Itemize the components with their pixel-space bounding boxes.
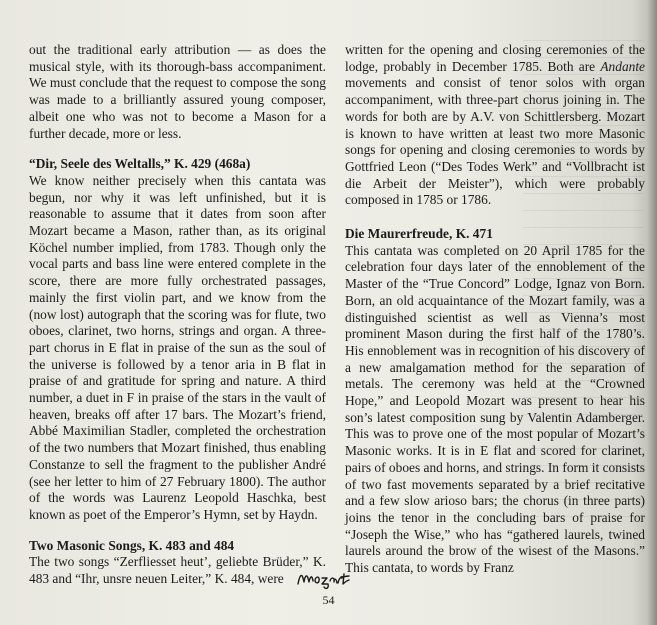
mozart-signature-logo [296,566,366,590]
body-k471: This cantata was completed on 20 April 1785 for the celebration four days later of the ennoblement of the Master of the “True Concord” Lodge, Ignaz von Born. Born, an old acquaintance of the Mozart family, was a distinguished scientist as well as Vienna’s most prominent Mason during the first half of the 1780’s. His ennoblement was in recognition of his discovery of a new amalgamation method for the separation of metals. The ceremony was held at the “Crowned Hope,” and Leopold Mozart was present to hear his son’s latest composition sung by Valentin Adamberger. This was to prove one of the most popular of Mozart’s Masonic works. It is in E flat and scored for clarinet, pairs of oboes and horns, and strings. In form it consists of two fast movements separated by a brief recitative and a few slow arioso bars; the chorus (in three parts) joins the tenor in the concluding bars of praise for “Joseph the Wise,” who has “gathered laurels, twined laurels around the brow of the wisest of the Masons.” This cantata, to words by Franz [345,242,645,576]
continuation-paragraph [345,42,645,209]
body-k483-484: The two songs “Zerfliesset heut’, geliebte Brüder,” K. 483 and “Ihr, unsre neuen Leiter,” K. 484, were [29,554,326,587]
body-k429: We know neither precisely when this cantata was begun, nor why it was left unfinished, but it is reasonable to assume that it dates from soon after Mozart became a Mason, rather than, as its original Köchel number implied, from 1783. Though only the vocal parts and bass line were entered complete in the score, there are more fully orchestrated passages, mainly the first violin part, and we know from the (now lost) autograph that the scoring was for flute, two oboes, clarinet, two horns, strings and organ. A three-part chorus in E flat in praise of the sun as the soul of the universe is followed by a tenor aria in B flat in praise of and gratitude for spring and nature. A third number, a duet in F in praise of the stars in the vault of heaven, breaks off after 17 bars. The Mozart’s friend, Abbé Maximilian Stadler, completed the orchestration of the two numbers that Mozart finished, thus enabling Constanze to sell the fragment to the publisher André (see her letter to him of 27 February 1800). The author of the words was Laurenz Leopold Haschka, best known as poet of the Emperor’s Hymn, set by Haydn. [29,172,326,522]
andante-term: Andante [600,58,645,74]
right-column [345,42,645,577]
intro-paragraph: out the traditional early attribution — as does the musical style, with its thorough-bass accompaniment. We must conclude that the request to compose the song was made to a brilliantly assured young composer, albeit one who was not to become a Mason for a further decade, more or less. [29,42,326,141]
heading-k471: Die Maurerfreude, K. 471 [345,226,493,242]
page-number: 54 [322,593,335,607]
continuation-after: movements and consist of tenor solos with organ accompaniment, with three-part chorus joining in. The words for both are by A.V. von Schittlersberg. Mozart is known to have written at least two more Masonic songs for opening and closing ceremonies to words by Gottfried Leon (“Des Todes Werk” and “Vollbracht ist die Arbeit der Meister”), which were probably composed in 1785 or 1786. [345,75,645,208]
heading-k429: “Dir, Seele des Weltalls,” K. 429 (468a) [29,156,251,172]
continuation-before: written for the opening and closing ceremonies of the lodge, probably in December 1785. Both are [345,42,645,74]
left-column [29,42,326,588]
heading-k483-484: Two Masonic Songs, K. 483 and 484 [29,537,235,553]
page-edge-shadow [647,0,657,625]
